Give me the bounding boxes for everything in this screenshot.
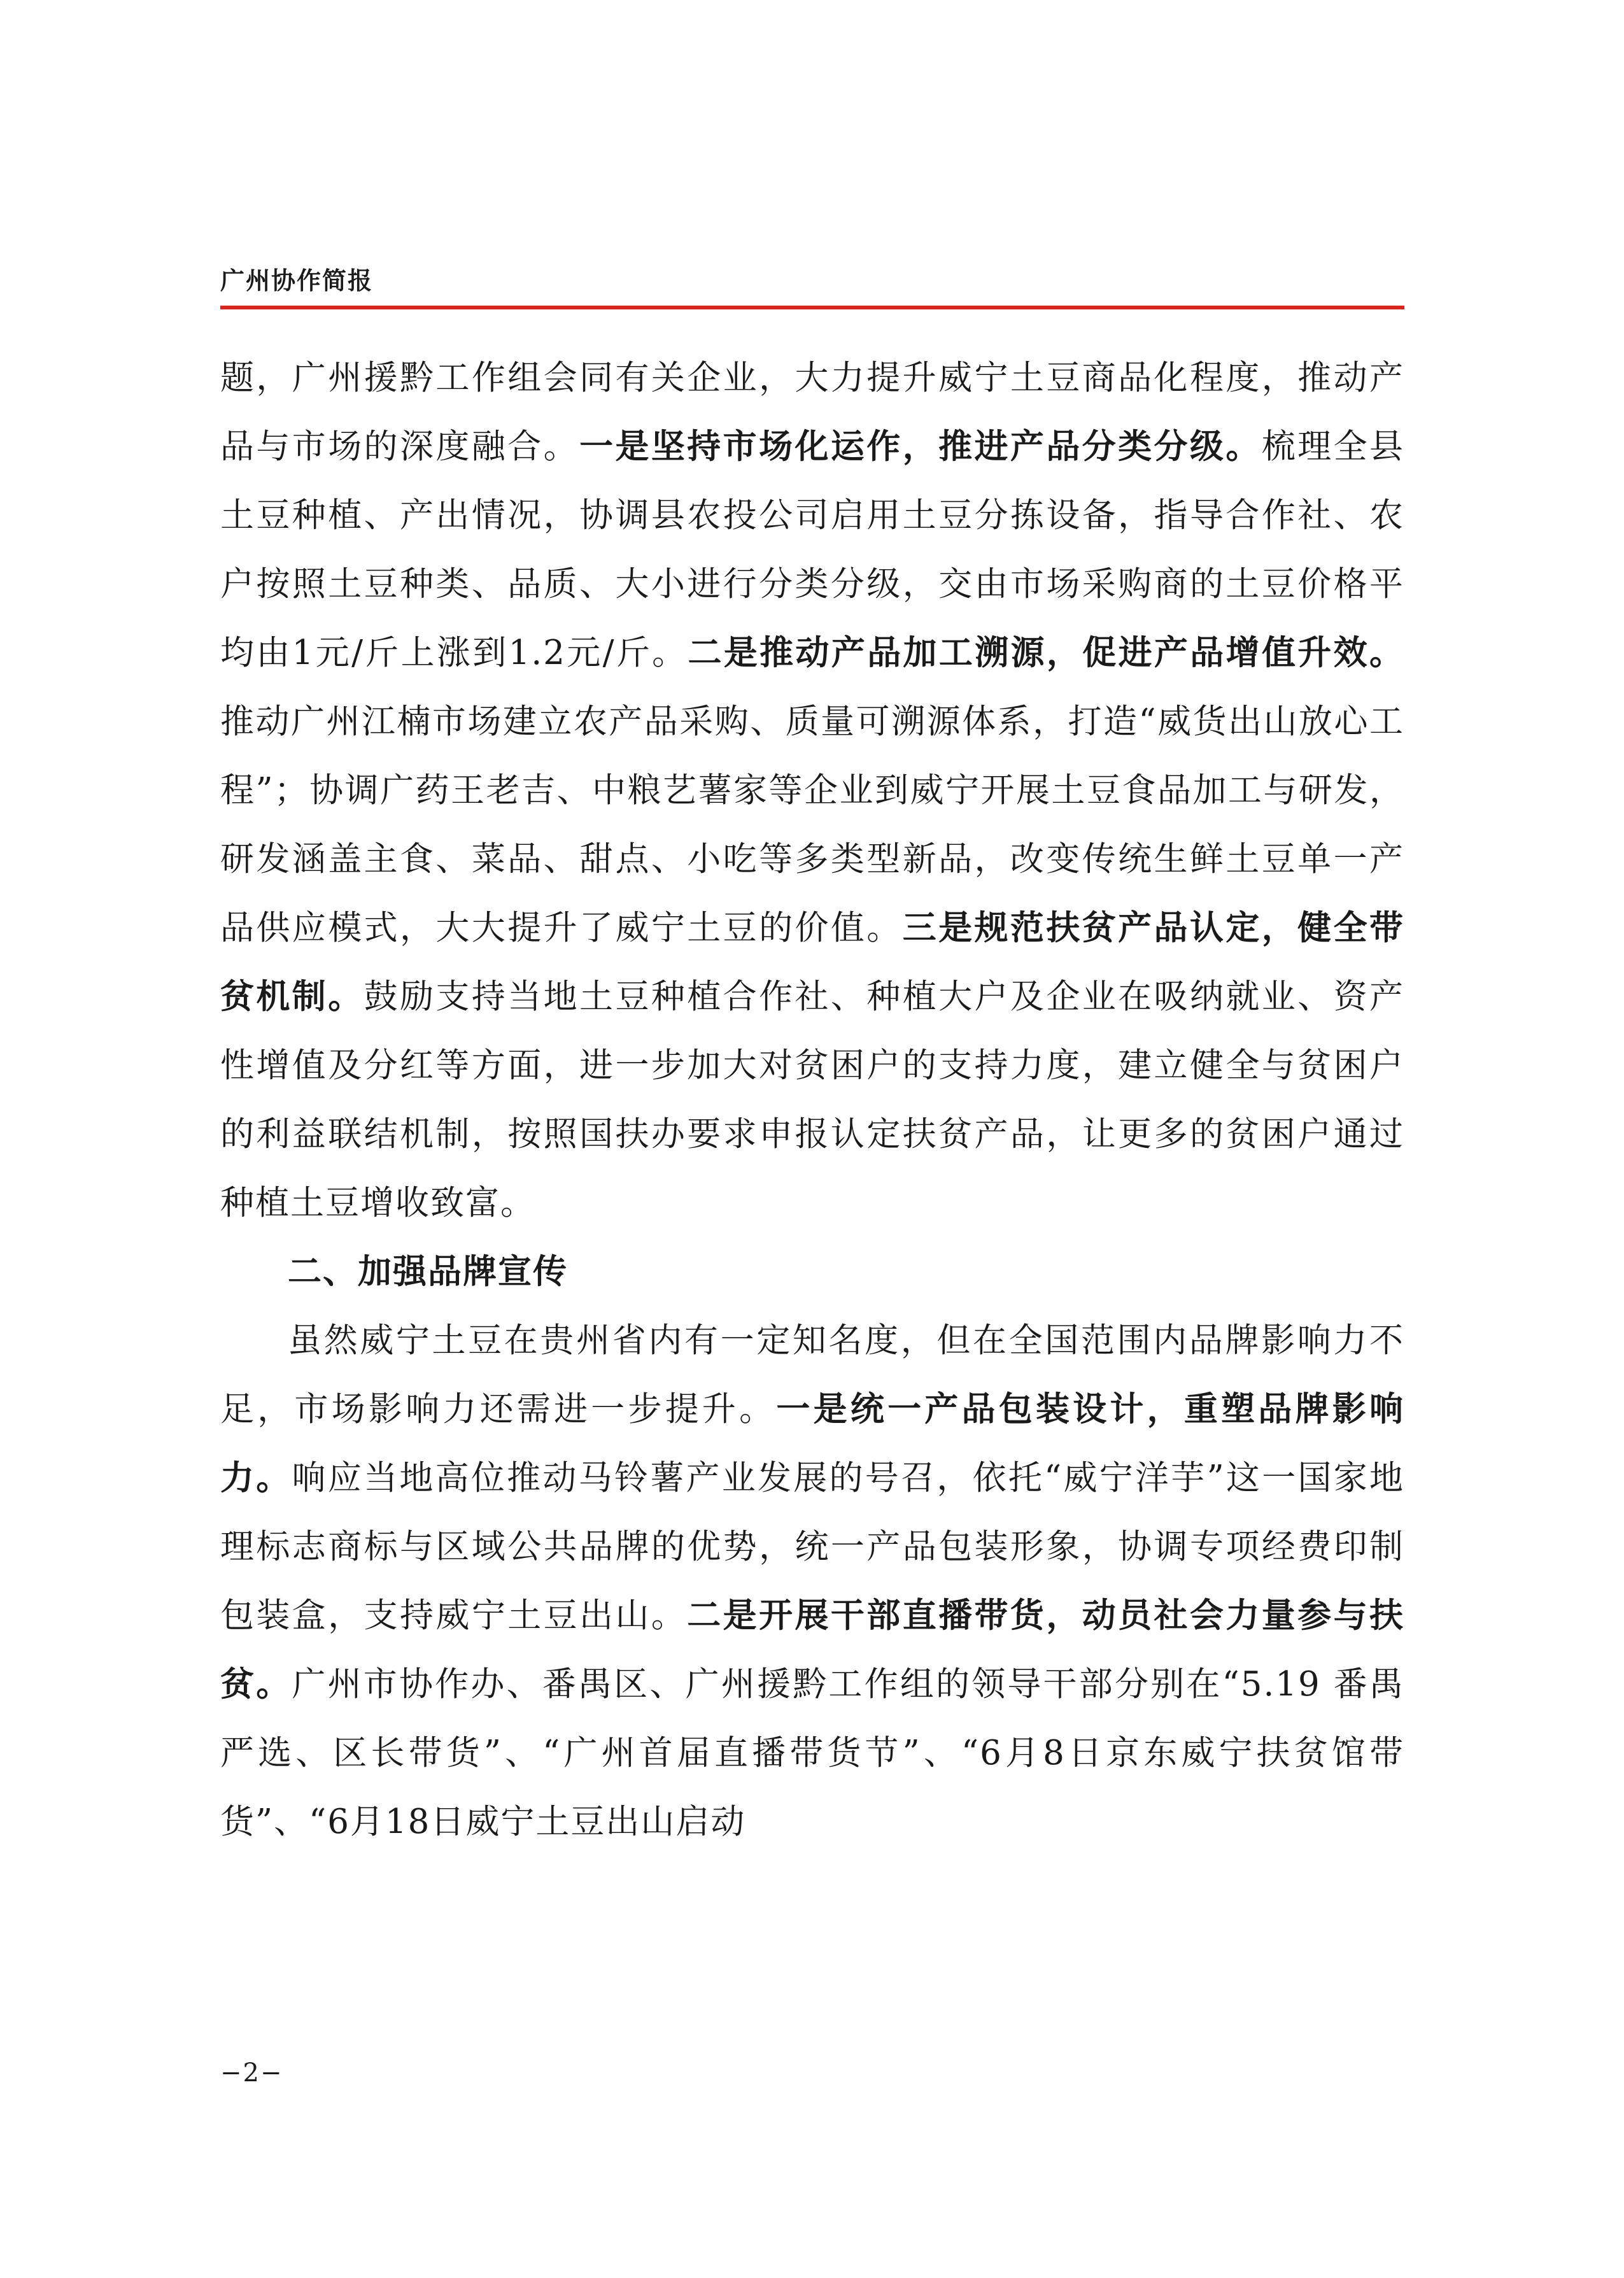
publication-title: 广州协作简报 (220, 267, 374, 295)
section-heading-brand-promotion: 二、加强品牌宣传 (288, 1252, 568, 1291)
text-segment: 题，广州援黔工作组会同有关企业，大力提升威宁土豆商品化程度，推动产品与市场的深度融合。 (220, 358, 1404, 466)
text-segment: 梳理全县土豆种植、产出情况，协调县农投公司启用土豆分拣设备，指导合作社、农户按照土豆种类、品质、大小进行分类分级，交由市场采购商的土豆价格平均由1元/斤上涨到1.2元/斤。 (220, 427, 1404, 672)
bold-point-processing-traceability: 二是推动产品加工溯源，促进产品增值升效。 (688, 633, 1404, 672)
text-segment: 广州市协作办、番禺区、广州援黔工作组的领导干部分别在“5.19 番禺严选、区长带货”、“广州首届直播带货节”、“6月8日京东威宁扶贫馆带货”、“6月18日威宁土豆出山启动 (220, 1665, 1404, 1841)
text-segment: 推动广州江楠市场建立农产品采购、质量可溯源体系，打造“威货出山放心工程”；协调广药王老吉、中粮艺薯家等企业到威宁开展土豆食品加工与研发，研发涵盖主食、菜品、甜点、小吃等多类型新品，改变传统生鲜土豆单一产品供应模式，大大提升了威宁土豆的价值。 (220, 702, 1404, 947)
header-divider (220, 306, 1404, 309)
bold-point-packaging-design: 一是统一产品包装设计，重塑品牌影响力。 (220, 1390, 1405, 1497)
document-body (220, 344, 1404, 1857)
paragraph-potato-commercialization (220, 344, 1404, 1238)
page-number: −2− (220, 2058, 283, 2088)
paragraph-brand-promotion (220, 1306, 1404, 1857)
bold-point-livestream-sales: 二是开展干部直播带货，动员社会力量参与扶贫。 (220, 1596, 1404, 1704)
bold-point-marketization: 一是坚持市场化运作，推进产品分类分级。 (579, 427, 1262, 466)
text-segment: 响应当地高位推动马铃薯产业发展的号召，依托“威宁洋芋”这一国家地理标志商标与区域公共品牌的优势，统一产品包装形象，协调专项经费印制包装盒，支持威宁土豆出山。 (220, 1459, 1405, 1635)
text-segment: 虽然威宁土豆在贵州省内有一定知名度，但在全国范围内品牌影响力不足，市场影响力还需进一步提升。 (220, 1321, 1404, 1429)
text-segment: 鼓励支持当地土豆种植合作社、种植大户及企业在吸纳就业、资产性增值及分红等方面，进一步加大对贫困户的支持力度，建立健全与贫困户的利益联结机制，按照国扶办要求申报认定扶贫产品，让更多的贫困户通过种植土豆增收致富。 (220, 977, 1404, 1222)
bold-point-poverty-product-certification: 三是规范扶贫产品认定，健全带贫机制。 (220, 909, 1404, 1016)
